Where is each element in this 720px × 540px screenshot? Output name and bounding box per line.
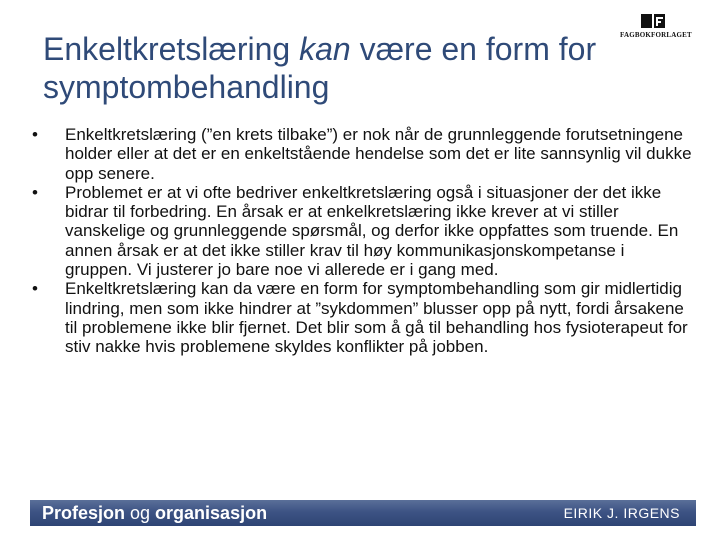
footer-course-title [42,503,267,523]
bullet-item [32,183,696,279]
bullet-text: Enkeltkretslæring (”en krets tilbake”) er nok når de grunnleggende forutsetningene holder eller at det er en enkeltstående hendelse som det er lite sannsynlig vil dukke opp senere. [65,125,692,183]
footer-bar [30,500,696,526]
bullet-marker: • [32,125,38,144]
bullet-text: Enkeltkretslæring kan da være en form for symptombehandling som gir midlertidig lindring, men som ikke hindrer at ”sykdommen” blusser opp på nytt, fordi årsakene til problemene ikke blir fjernet. Det blir som å gå til behandling hos fysioterapeut for stiv nakke hvis problemene skyldes konflikter på jobben. [65,279,688,357]
bullet-item [32,125,696,183]
logo-text: FAGBOKFORLAGET [620,31,692,39]
footer-title-separator: og [125,503,156,523]
title-part-1: Enkeltkretslæring [43,31,300,67]
slide-title [43,30,603,106]
footer-title-part-1: Profesjon [42,503,126,523]
book-icon [640,12,666,30]
bullet-marker: • [32,182,38,202]
title-emphasis: kan [299,31,351,67]
footer-title-part-2: organisasjon [155,503,268,523]
bullet-marker: • [32,279,38,299]
bullet-list [32,125,696,357]
footer-author: EIRIK J. IRGENS [563,505,680,521]
bullet-item [32,279,696,356]
title-part-2: være en form for symptombehandling [43,31,597,105]
publisher-logo [620,12,692,46]
bullet-text: Problemet er at vi ofte bedriver enkeltkretslæring også i situasjoner der det ikke bidrar til forbedring. En årsak er at enkelkretslæring ikke krever at vi stiller vanskelige og grunnleggende spørsmål, og derfor ikke oppfattes som truende. En annen årsak er at det ikke stiller krav til høy kommunikasjonskompetanse i gruppen. Vi justerer jo bare noe vi allerede er i gang med. [65,182,679,280]
